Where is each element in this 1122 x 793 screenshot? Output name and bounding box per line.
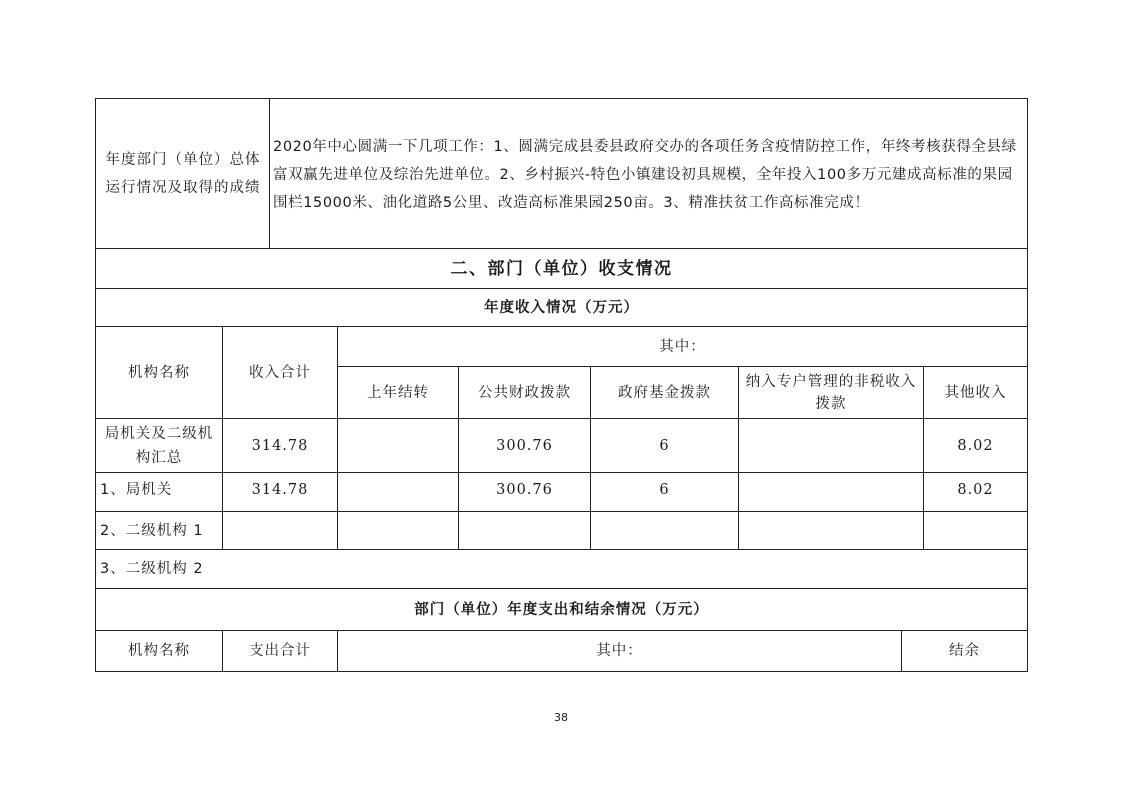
row-other: 8.02 xyxy=(957,482,994,498)
row-org: 1、局机关 xyxy=(100,482,173,498)
header-org-name: 机构名称 xyxy=(128,643,190,659)
expense-title: 部门（单位）年度支出和结余情况（万元） xyxy=(414,601,709,618)
row-nontax xyxy=(739,473,923,511)
row-nontax xyxy=(739,419,923,472)
row-public-finance: 300.76 xyxy=(496,437,553,454)
row-public-finance: 300.76 xyxy=(496,482,553,498)
header-public-finance: 公共财政拨款 xyxy=(478,384,571,401)
header-other: 其他收入 xyxy=(944,384,1007,401)
page-number: 38 xyxy=(554,711,568,724)
expense-table xyxy=(95,588,1028,672)
header-of-which: 其中： xyxy=(596,643,643,659)
row-carryover xyxy=(338,419,458,472)
header-expense-total: 支出合计 xyxy=(249,643,311,659)
income-title: 年度收入情况（万元） xyxy=(484,299,639,316)
row-gov-fund: 6 xyxy=(659,437,670,454)
row-gov-fund: 6 xyxy=(659,482,670,498)
summary-text: 2020年中心圆满一下几项工作：1、圆满完成县委县政府交办的各项任务含疫情防控工作，年终考核获得全县绿富双赢先进单位及综治先进单位。2、乡村振兴-特色小镇建设初具规模，全年投入100多万元建成高标准的果园围栏15000米、油化道路5公里、改造高标准果园250亩。3、精准扶贫工作高标准完成！ xyxy=(273,139,1017,211)
header-carryover: 上年结转 xyxy=(367,384,429,401)
header-org-name: 机构名称 xyxy=(128,364,190,381)
income-table xyxy=(95,248,1028,589)
row-total: 314.78 xyxy=(251,437,309,454)
header-gov-fund: 政府基金拨款 xyxy=(618,384,711,401)
summary-label: 年度部门（单位）总体运行情况及取得的成绩 xyxy=(105,151,261,196)
summary-table xyxy=(95,98,1028,249)
section-title: 二、部门（单位）收支情况 xyxy=(450,258,673,279)
row-org: 局机关及二级机构汇总 xyxy=(104,425,214,466)
row-carryover xyxy=(338,473,458,511)
header-nontax: 纳入专户管理的非税收入拨款 xyxy=(745,373,917,412)
row-total: 314.78 xyxy=(251,482,309,498)
row-org: 3、二级机构 2 xyxy=(100,561,204,577)
header-of-which: 其中： xyxy=(659,338,706,355)
header-balance: 结余 xyxy=(949,643,980,659)
row-other: 8.02 xyxy=(957,437,994,454)
header-income-total: 收入合计 xyxy=(249,364,311,381)
row-org: 2、二级机构 1 xyxy=(100,522,204,539)
